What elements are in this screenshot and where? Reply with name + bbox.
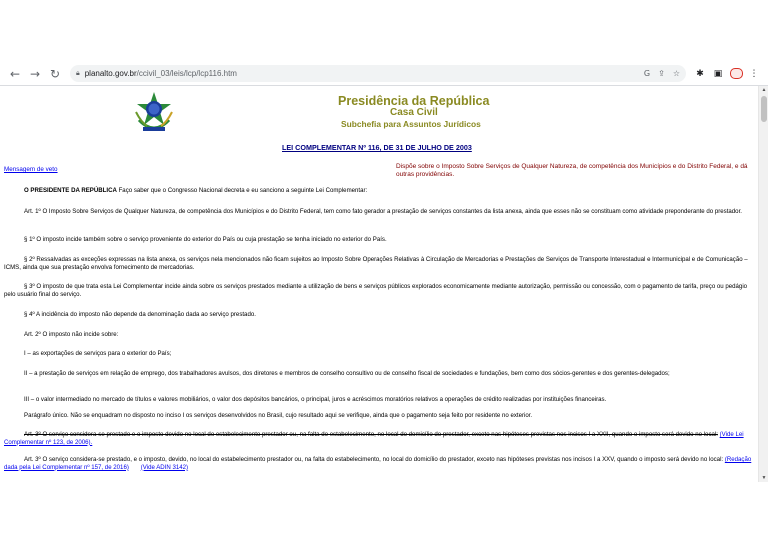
article-3 [4, 456, 756, 471]
article-3-revoked [4, 431, 756, 446]
page-subtitle-subchefia: Subchefia para Assuntos Jurídicos [341, 119, 481, 129]
share-icon[interactable]: ⇪ [658, 69, 665, 78]
lc-157-redacao-link[interactable]: (Redação dada pela Lei Complementar nº 157, de 2016) [4, 456, 752, 471]
law-title-link[interactable]: LEI COMPLEMENTAR Nº 116, DE 31 DE JULHO DE 2003 [282, 143, 472, 152]
google-lens-icon[interactable]: G [643, 69, 651, 78]
bookmark-star-icon[interactable]: ☆ [672, 69, 680, 78]
article-3-text: Art. 3º O serviço considera-se prestado, e o imposto, devido, no local do estabelecimento prestador ou, na falta do estabelecimento, no local do domicílio do prestador, exceto nas hipóteses previstas nos incisos I a XXV, quando o imposto será devido no local: [24, 456, 724, 463]
article-1-paragraph-1: § 1º O imposto incide também sobre o serviço proveniente do exterior do País ou cuja prestação se tenha iniciado no exterior do País. [24, 236, 387, 243]
article-3-revoked-text: Art. 3º O serviço considera-se prestado e o imposto devido no local do estabelecimento prestador ou, na falta do estabelecimento, no local do domicílio do prestador, exceto nas hipóteses previstas nos incisos I a XXII, quando o imposto será devido no local: [24, 431, 718, 438]
article-1-paragraph-4: § 4º A incidência do imposto não depende da denominação dada ao serviço prestado. [24, 311, 256, 318]
vide-lc-123-link[interactable]: (Vide Lei Complementar nº 123, de 2006). [4, 431, 744, 446]
page-viewport [0, 86, 768, 482]
menu-kebab-icon[interactable]: ⋮ [749, 68, 759, 79]
vide-adin-3142-link[interactable]: (Vide ADIN 3142) [140, 463, 189, 471]
forward-arrow-icon[interactable]: → [29, 66, 41, 81]
browser-toolbar [0, 62, 768, 86]
browser-window [0, 62, 768, 482]
article-2: Art. 2º O imposto não incide sobre: [24, 331, 119, 338]
extensions-puzzle-icon[interactable]: ✱ [696, 68, 704, 79]
brasao-coat-of-arms-icon [133, 90, 175, 134]
reload-icon[interactable]: ↻ [49, 66, 61, 81]
vertical-scrollbar[interactable] [758, 86, 768, 482]
article-2-item-iii: III – o valor intermediado no mercado de títulos e valores mobiliários, o valor dos depósitos bancários, o principal, juros e acréscimos moratórios relativos a operações de crédito realizadas por instituições financeiras. [24, 396, 607, 403]
page-subtitle-casa-civil: Casa Civil [390, 107, 438, 118]
article-1: Art. 1º O Imposto Sobre Serviços de Qualquer Natureza, de competência dos Municípios e do Distrito Federal, tem como fato gerador a prestação de serviços constantes da lista anexa, ainda que esses não se constituam como atividade preponderante do prestador. [24, 208, 742, 215]
url-path: /ccivil_03/leis/lcp/lcp116.htm [136, 69, 237, 78]
preamble [4, 187, 756, 195]
article-1-paragraph-2: § 2º Ressalvadas as exceções expressas na lista anexa, os serviços nela mencionados não ficam sujeitos ao Imposto Sobre Operações Relativas à Circulação de Mercadorias e Prestações de Serviços de Transporte Interestadual e Intermunicipal e de Comunicação – ICMS, ainda que sua prestação envolva fornecimento de mercadorias. [4, 256, 748, 271]
page-title: Presidência da República [338, 94, 490, 108]
article-2-item-i: I – as exportações de serviços para o exterior do País; [24, 350, 172, 357]
article-2-item-ii: II – a prestação de serviços em relação de emprego, dos trabalhadores avulsos, dos diretores e membros de conselho consultivo ou de conselho fiscal de sociedades e fundações, bem como dos sócios-gerentes e dos gerentes-delegados; [24, 370, 670, 377]
side-panel-icon[interactable]: ▣ [713, 68, 723, 79]
lock-icon[interactable]: 🔒︎ [76, 69, 80, 77]
law-ementa: Dispõe sobre o Imposto Sobre Serviços de Qualquer Natureza, de competência dos Municípios e do Distrito Federal, e dá outras providências. [396, 163, 748, 179]
article-1-paragraph-3: § 3º O imposto de que trata esta Lei Complementar incide ainda sobre os serviços prestados mediante a utilização de bens e serviços públicos explorados economicamente mediante autorização, permissão ou concessão, com o pagamento de tarifa, preço ou pedágio pelo usuário final do serviço. [4, 283, 748, 298]
preamble-text: Faço saber que o Congresso Nacional decreta e eu sanciono a seguinte Lei Complementar: [116, 187, 368, 194]
address-bar[interactable] [70, 65, 686, 82]
scrollbar-thumb[interactable] [761, 96, 767, 122]
article-2-single-paragraph: Parágrafo único. Não se enquadram no disposto no inciso I os serviços desenvolvidos no Brasil, cujo resultado aqui se verifique, ainda que o pagamento seja feito por residente no exterior. [24, 412, 533, 419]
preamble-president: O PRESIDENTE DA REPÚBLICA [24, 187, 117, 194]
scroll-up-arrow-icon[interactable]: ▲ [761, 87, 767, 93]
back-arrow-icon[interactable]: ← [9, 66, 21, 81]
profile-avatar-icon[interactable] [728, 66, 744, 82]
scroll-down-arrow-icon[interactable]: ▼ [761, 475, 767, 481]
law-document [0, 86, 758, 482]
veto-message-link[interactable]: Mensagem de veto [4, 166, 58, 173]
url-host: planalto.gov.br [84, 69, 137, 78]
